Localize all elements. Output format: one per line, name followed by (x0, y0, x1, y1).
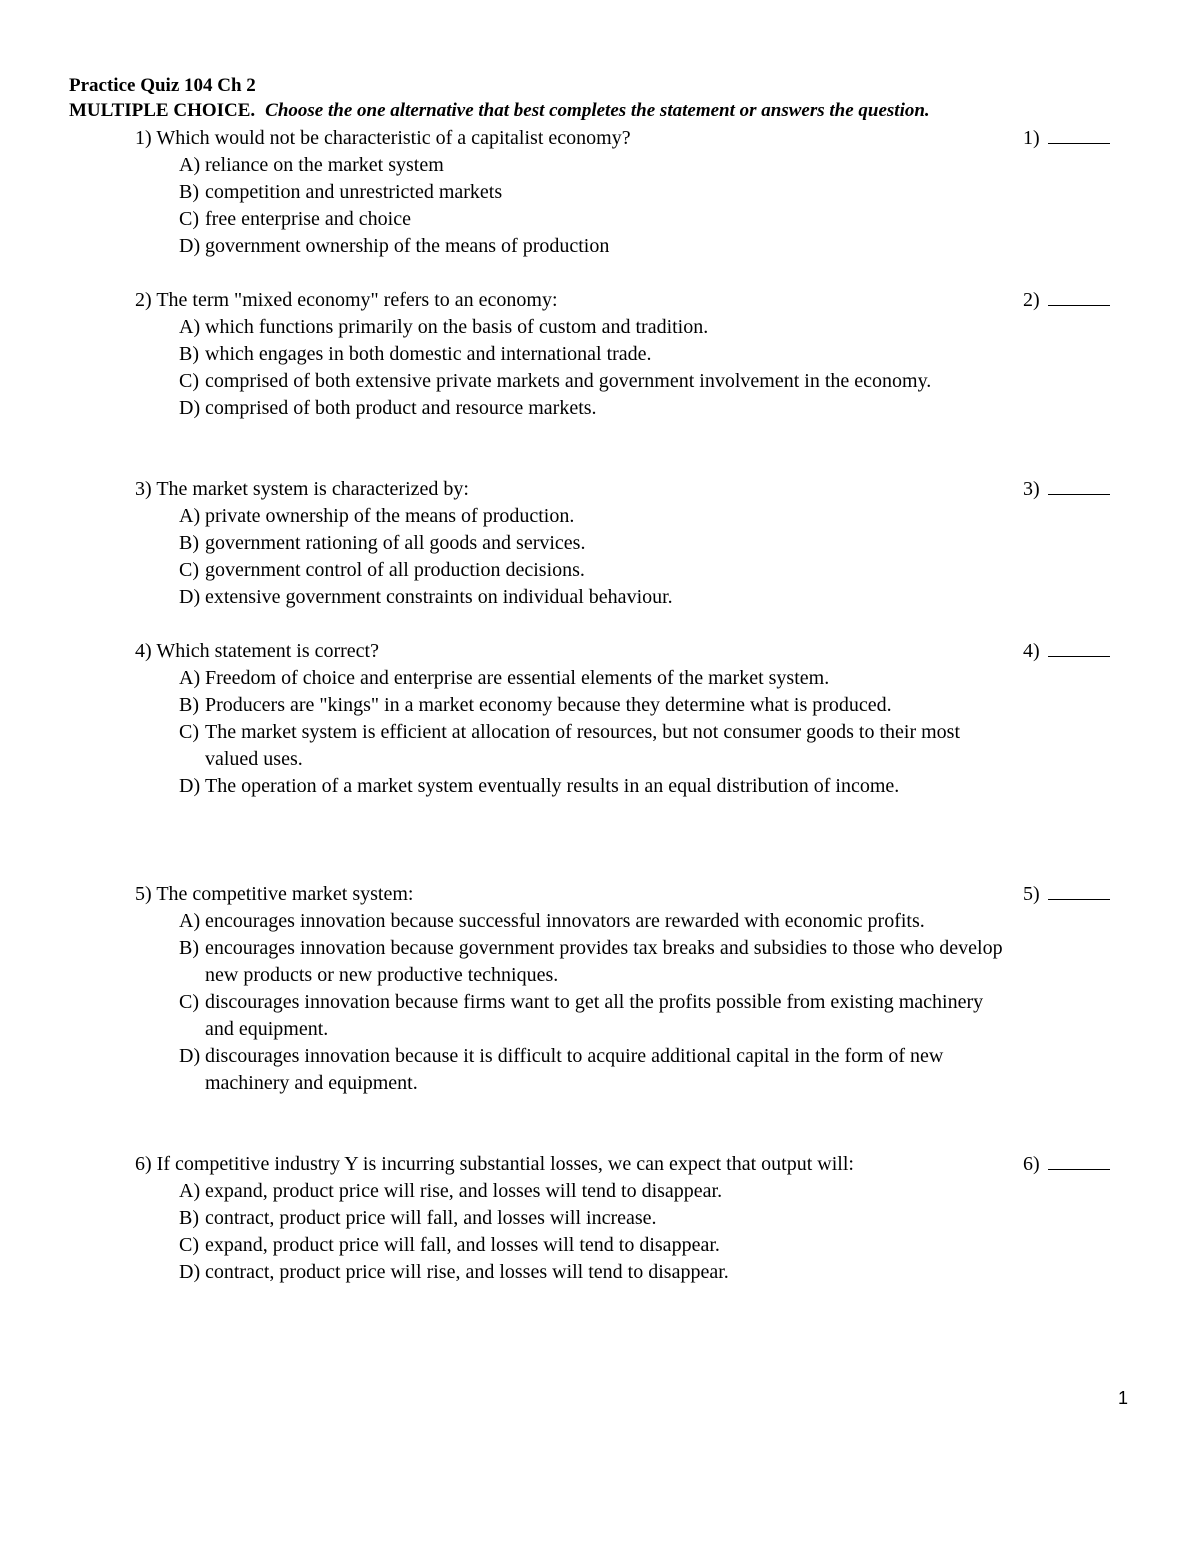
choice-text: discourages innovation because it is difficult to acquire additional capital in the form of new machinery and equipment. (205, 1045, 944, 1094)
choice-letter: D) (179, 397, 201, 419)
answer-blank-label: 2) (1023, 289, 1040, 311)
page-number: 1 (1118, 1388, 1129, 1408)
choice-text: expand, product price will fall, and losses will tend to disappear. (205, 1234, 720, 1256)
choice-letter: B) (179, 1207, 199, 1229)
choice-c (135, 1232, 1005, 1259)
choice-text: government rationing of all goods and services. (205, 532, 586, 554)
question-1 (135, 125, 1125, 260)
choice-letter: C) (179, 370, 199, 392)
choice-c (135, 368, 1005, 395)
choice-text: extensive government constraints on individual behaviour. (205, 586, 673, 608)
choice-text: discourages innovation because firms want to get all the profits possible from existing machinery and equipment. (205, 991, 984, 1040)
choice-a (135, 665, 1005, 692)
choice-letter: D) (179, 235, 201, 257)
question-text: The competitive market system: (156, 883, 414, 905)
question-stem (135, 287, 1125, 314)
choice-a (135, 152, 1005, 179)
question-3 (135, 476, 1125, 611)
question-4 (135, 638, 1125, 800)
document-title: Practice Quiz 104 Ch 2 (69, 75, 256, 96)
choice-text: government control of all production decisions. (205, 559, 585, 581)
question-text: Which would not be characteristic of a capitalist economy? (156, 127, 631, 149)
choice-c (135, 719, 1005, 773)
choice-text: Freedom of choice and enterprise are essential elements of the market system. (205, 667, 830, 689)
answer-blank[interactable] (1023, 1151, 1110, 1178)
choice-text: government ownership of the means of production (205, 235, 610, 257)
answer-blank-label: 4) (1023, 640, 1040, 662)
choice-text: encourages innovation because government provides tax breaks and subsidies to those who develop new products or new productive techniques. (205, 937, 1003, 986)
choice-letter: A) (179, 1180, 201, 1202)
choice-text: which engages in both domestic and international trade. (205, 343, 652, 365)
question-stem (135, 1151, 1125, 1178)
answer-blank-label: 3) (1023, 478, 1040, 500)
question-stem (135, 125, 1125, 152)
choice-d (135, 233, 1005, 260)
instructions (69, 100, 930, 122)
choice-b (135, 935, 1005, 989)
choice-text: encourages innovation because successful innovators are rewarded with economic profits. (205, 910, 925, 932)
answer-blank-label: 5) (1023, 883, 1040, 905)
choice-letter: B) (179, 343, 199, 365)
choice-letter: A) (179, 154, 201, 176)
question-stem (135, 476, 1125, 503)
choice-a (135, 1178, 1005, 1205)
answer-line[interactable] (1048, 127, 1110, 144)
answer-blank[interactable] (1023, 287, 1110, 314)
choice-b (135, 341, 1005, 368)
question-6 (135, 1151, 1125, 1286)
answer-blank-label: 1) (1023, 127, 1040, 149)
question-number: 3) (135, 478, 152, 500)
choice-b (135, 530, 1005, 557)
choice-b (135, 692, 1005, 719)
question-stem (135, 881, 1125, 908)
choice-letter: C) (179, 559, 199, 581)
answer-blank[interactable] (1023, 638, 1110, 665)
question-stem (135, 638, 1125, 665)
choice-c (135, 557, 1005, 584)
question-number: 4) (135, 640, 152, 662)
choice-text: comprised of both extensive private markets and government involvement in the economy. (205, 370, 932, 392)
question-number: 2) (135, 289, 152, 311)
choice-text: free enterprise and choice (205, 208, 411, 230)
choice-a (135, 908, 1005, 935)
choice-d (135, 1043, 1005, 1097)
choice-b (135, 179, 1005, 206)
choice-text: expand, product price will rise, and losses will tend to disappear. (205, 1180, 723, 1202)
choice-d (135, 584, 1005, 611)
question-text: Which statement is correct? (156, 640, 379, 662)
question-text: The market system is characterized by: (156, 478, 469, 500)
question-text: The term "mixed economy" refers to an economy: (156, 289, 558, 311)
question-number: 1) (135, 127, 152, 149)
choice-text: The market system is efficient at allocation of resources, but not consumer goods to their most valued uses. (205, 721, 960, 770)
choice-letter: D) (179, 1261, 201, 1283)
question-2 (135, 287, 1125, 422)
choice-text: comprised of both product and resource markets. (205, 397, 597, 419)
choice-text: private ownership of the means of production. (205, 505, 575, 527)
choice-text: contract, product price will fall, and losses will increase. (205, 1207, 657, 1229)
choice-d (135, 395, 1005, 422)
question-5 (135, 881, 1125, 1097)
choice-letter: A) (179, 910, 201, 932)
answer-line[interactable] (1048, 289, 1110, 306)
choice-letter: D) (179, 1045, 201, 1067)
choice-letter: C) (179, 1234, 199, 1256)
choice-text: contract, product price will rise, and losses will tend to disappear. (205, 1261, 729, 1283)
answer-line[interactable] (1048, 640, 1110, 657)
answer-blank[interactable] (1023, 881, 1110, 908)
choice-b (135, 1205, 1005, 1232)
answer-line[interactable] (1048, 883, 1110, 900)
choice-c (135, 989, 1005, 1043)
choice-d (135, 773, 1005, 800)
choice-letter: D) (179, 586, 201, 608)
choice-d (135, 1259, 1005, 1286)
choice-letter: C) (179, 208, 199, 230)
choice-letter: A) (179, 316, 201, 338)
choice-letter: D) (179, 775, 201, 797)
choice-text: which functions primarily on the basis of custom and tradition. (205, 316, 709, 338)
answer-blank-label: 6) (1023, 1153, 1040, 1175)
answer-line[interactable] (1048, 478, 1110, 495)
choice-a (135, 314, 1005, 341)
choice-letter: B) (179, 937, 199, 959)
answer-blank[interactable] (1023, 476, 1110, 503)
choice-text: competition and unrestricted markets (205, 181, 503, 203)
choice-text: reliance on the market system (205, 154, 444, 176)
choice-letter: C) (179, 991, 199, 1013)
choice-a (135, 503, 1005, 530)
choice-text: Producers are "kings" in a market economy because they determine what is produced. (205, 694, 892, 716)
answer-blank[interactable] (1023, 125, 1110, 152)
choice-letter: B) (179, 532, 199, 554)
answer-line[interactable] (1048, 1153, 1110, 1170)
choice-letter: A) (179, 667, 201, 689)
choice-letter: B) (179, 181, 199, 203)
question-number: 5) (135, 883, 152, 905)
question-number: 6) (135, 1153, 152, 1175)
choice-text: The operation of a market system eventually results in an equal distribution of income. (205, 775, 900, 797)
choice-c (135, 206, 1005, 233)
instructions-lead: MULTIPLE CHOICE. (69, 100, 256, 121)
choice-letter: B) (179, 694, 199, 716)
instructions-text: Choose the one alternative that best completes the statement or answers the question. (265, 100, 930, 121)
choice-letter: C) (179, 721, 199, 743)
choice-letter: A) (179, 505, 201, 527)
question-text: If competitive industry Y is incurring substantial losses, we can expect that output will: (156, 1153, 854, 1175)
